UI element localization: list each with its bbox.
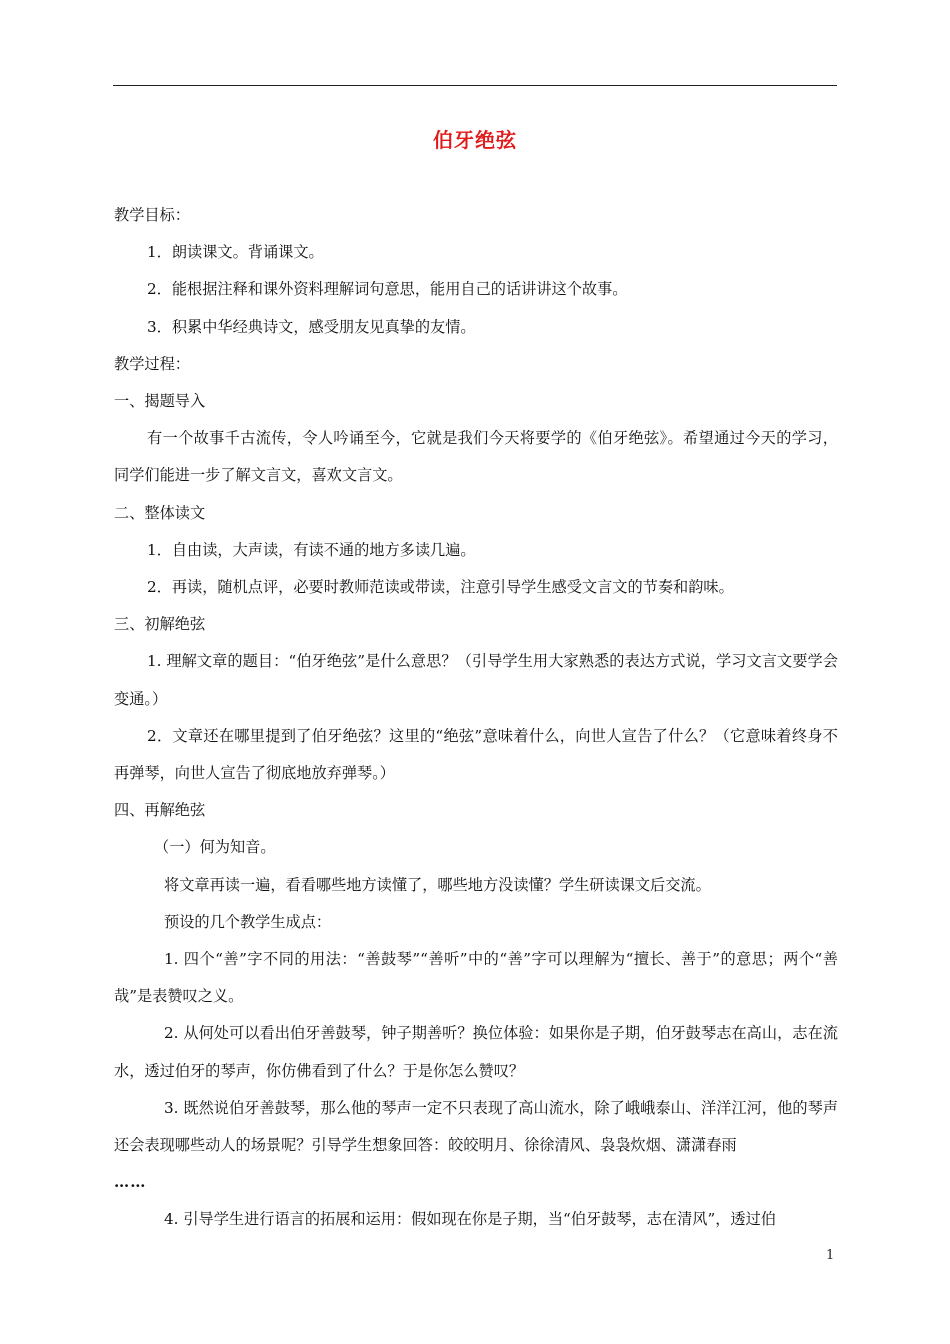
- section-label: 教学目标：: [114, 206, 190, 224]
- section-label: 教学过程：: [114, 354, 190, 373]
- list-item: 3. 既然说伯牙善鼓琴，那么他的琴声一定不只表现了高山流水，除了峨峨泰山、洋洋江河，他的琴声还会表现哪些动人的场景呢？引导学生想象回答：皎皎明月、徐徐清风、袅袅炊烟、潇潇春雨: [114, 1098, 838, 1155]
- section-heading: 四、再解绝弦: [114, 801, 206, 820]
- header-rule: [113, 85, 837, 86]
- list-item: 1. 理解文章的题目：“伯牙绝弦”是什么意思？（引导学生用大家熟悉的表达方式说，学习文言文要学会变通。）: [114, 652, 838, 708]
- document-title: 伯牙绝弦: [433, 128, 517, 152]
- list-item: 1．朗读课文。背诵课文。: [147, 243, 324, 262]
- list-item: 2. 从何处可以看出伯牙善鼓琴，钟子期善听？换位体验：如果你是子期，伯牙鼓琴志在高山，志在流水，透过伯牙的琴声，你仿佛看到了什么？于是你怎么赞叹？: [114, 1024, 838, 1080]
- paragraph: 有一个故事千古流传，令人吟诵至今，它就是我们今天将要学的《伯牙绝弦》。希望通过今天的学习，同学们能进一步了解文言文，喜欢文言文。: [114, 429, 838, 485]
- section-heading: 一、揭题导入: [114, 392, 206, 411]
- list-item: 4. 引导学生进行语言的拓展和运用：假如现在你是子期，当“伯牙鼓琴，志在清风”，透过伯: [164, 1210, 776, 1229]
- subsection-heading: （一）何为知音。: [154, 838, 276, 857]
- section-heading: 二、整体读文: [114, 503, 206, 522]
- list-item: 1．自由读，大声读，有读不通的地方多读几遍。: [147, 540, 476, 559]
- section-heading: 三、初解绝弦: [114, 615, 206, 634]
- list-item: 2．能根据注释和课外资料理解词句意思，能用自己的话讲讲这个故事。: [147, 280, 628, 299]
- ellipsis: ……: [114, 1173, 147, 1192]
- document-body: [114, 197, 838, 1239]
- list-item: 3．积累中华经典诗文，感受朋友见真挚的友情。: [147, 317, 476, 336]
- list-item: 1. 四个“善”字不同的用法：“善鼓琴”“善听”中的“善”字可以理解为“擅长、善于”的意思；两个“善哉”是表赞叹之义。: [114, 950, 838, 1006]
- list-item: 2．文章还在哪里提到了伯牙绝弦？这里的“绝弦”意味着什么，向世人宣告了什么？（它意味着终身不再弹琴，向世人宣告了彻底地放弃弹琴。）: [114, 726, 838, 783]
- page-number: 1: [826, 1248, 835, 1263]
- paragraph: 预设的几个教学生成点：: [164, 912, 332, 931]
- list-item: 2．再读，随机点评，必要时教师范读或带读，注意引导学生感受文言文的节奏和韵味。: [147, 578, 734, 597]
- paragraph: 将文章再读一遍，看看哪些地方读懂了，哪些地方没读懂？学生研读课文后交流。: [164, 875, 711, 894]
